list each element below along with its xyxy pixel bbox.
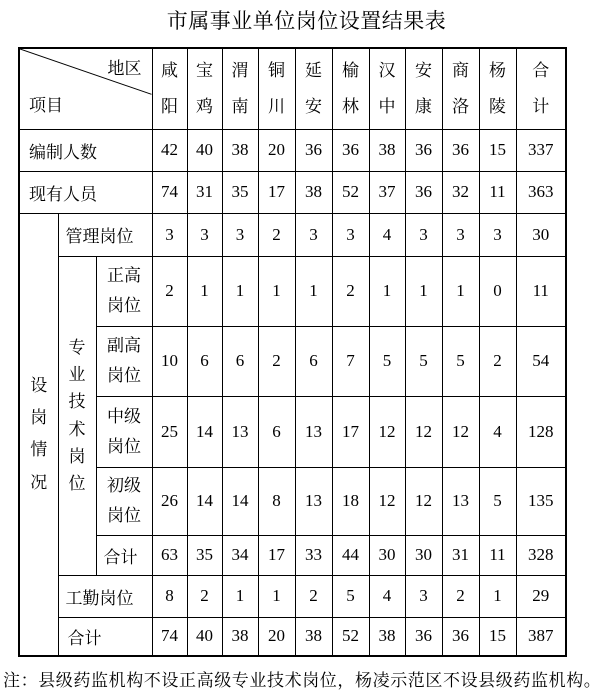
value-cell: 12 bbox=[405, 467, 442, 535]
row-label-text: 中级岗位 bbox=[106, 406, 141, 456]
column-header-label: 杨陵 bbox=[489, 61, 506, 116]
value-cell: 1 bbox=[479, 575, 516, 617]
value-cell: 38 bbox=[295, 171, 332, 213]
value-cell: 29 bbox=[516, 575, 566, 617]
row-label-professional-subtotal: 合计 bbox=[96, 535, 152, 575]
value-cell: 4 bbox=[369, 575, 405, 617]
value-cell: 36 bbox=[332, 129, 369, 171]
column-header-label: 延安 bbox=[305, 61, 322, 116]
row-label-authorized-staff: 编制人数 bbox=[19, 129, 152, 171]
value-cell: 5 bbox=[442, 326, 479, 396]
value-cell: 1 bbox=[187, 256, 222, 326]
value-cell: 25 bbox=[152, 396, 187, 467]
value-cell: 36 bbox=[295, 129, 332, 171]
value-cell: 11 bbox=[479, 535, 516, 575]
value-cell: 30 bbox=[369, 535, 405, 575]
value-cell: 337 bbox=[516, 129, 566, 171]
value-cell: 8 bbox=[258, 467, 295, 535]
value-cell: 13 bbox=[295, 467, 332, 535]
value-cell: 6 bbox=[295, 326, 332, 396]
value-cell: 1 bbox=[442, 256, 479, 326]
value-cell: 36 bbox=[442, 617, 479, 656]
value-cell: 44 bbox=[332, 535, 369, 575]
value-cell: 12 bbox=[369, 396, 405, 467]
column-header-total bbox=[516, 48, 566, 129]
value-cell: 11 bbox=[479, 171, 516, 213]
value-cell: 17 bbox=[332, 396, 369, 467]
value-cell: 2 bbox=[442, 575, 479, 617]
value-cell: 6 bbox=[258, 396, 295, 467]
column-header-label: 商洛 bbox=[452, 61, 469, 116]
value-cell: 38 bbox=[369, 129, 405, 171]
value-cell: 17 bbox=[258, 171, 295, 213]
value-cell: 1 bbox=[222, 256, 258, 326]
row-label-junior-posts bbox=[96, 467, 152, 535]
value-cell: 14 bbox=[187, 396, 222, 467]
column-header-label: 咸阳 bbox=[161, 61, 178, 116]
value-cell: 387 bbox=[516, 617, 566, 656]
column-header-xianyang bbox=[152, 48, 187, 129]
value-cell: 40 bbox=[187, 617, 222, 656]
value-cell: 3 bbox=[405, 575, 442, 617]
value-cell: 1 bbox=[295, 256, 332, 326]
column-header-label: 安康 bbox=[415, 61, 432, 116]
value-cell: 13 bbox=[295, 396, 332, 467]
corner-item-label: 项目 bbox=[29, 95, 63, 115]
row-label-senior-posts bbox=[96, 256, 152, 326]
value-cell: 30 bbox=[405, 535, 442, 575]
value-cell: 63 bbox=[152, 535, 187, 575]
value-cell: 3 bbox=[222, 213, 258, 256]
value-cell: 15 bbox=[479, 129, 516, 171]
column-header-baoji bbox=[187, 48, 222, 129]
value-cell: 42 bbox=[152, 129, 187, 171]
value-cell: 14 bbox=[222, 467, 258, 535]
value-cell: 1 bbox=[222, 575, 258, 617]
value-cell: 3 bbox=[187, 213, 222, 256]
group-label-post-setup bbox=[19, 213, 58, 656]
value-cell: 26 bbox=[152, 467, 187, 535]
value-cell: 40 bbox=[187, 129, 222, 171]
value-cell: 3 bbox=[479, 213, 516, 256]
value-cell: 35 bbox=[222, 171, 258, 213]
value-cell: 12 bbox=[405, 396, 442, 467]
value-cell: 15 bbox=[479, 617, 516, 656]
value-cell: 20 bbox=[258, 617, 295, 656]
column-header-label: 渭南 bbox=[231, 61, 249, 116]
value-cell: 7 bbox=[332, 326, 369, 396]
value-cell: 2 bbox=[152, 256, 187, 326]
row-label-total: 合计 bbox=[58, 617, 152, 656]
value-cell: 38 bbox=[222, 617, 258, 656]
value-cell: 4 bbox=[479, 396, 516, 467]
row-label-intermediate-posts bbox=[96, 396, 152, 467]
value-cell: 14 bbox=[187, 467, 222, 535]
value-cell: 1 bbox=[369, 256, 405, 326]
value-cell: 12 bbox=[442, 396, 479, 467]
value-cell: 1 bbox=[258, 575, 295, 617]
value-cell: 13 bbox=[222, 396, 258, 467]
value-cell: 33 bbox=[295, 535, 332, 575]
value-cell: 3 bbox=[152, 213, 187, 256]
row-label-deputy-senior-posts bbox=[96, 326, 152, 396]
value-cell: 10 bbox=[152, 326, 187, 396]
value-cell: 36 bbox=[405, 171, 442, 213]
value-cell: 30 bbox=[516, 213, 566, 256]
value-cell: 2 bbox=[187, 575, 222, 617]
value-cell: 38 bbox=[295, 617, 332, 656]
value-cell: 5 bbox=[369, 326, 405, 396]
value-cell: 4 bbox=[369, 213, 405, 256]
value-cell: 1 bbox=[405, 256, 442, 326]
row-label-current-staff: 现有人员 bbox=[19, 171, 152, 213]
column-header-label: 铜川 bbox=[268, 61, 285, 116]
group-label-text: 设岗情况 bbox=[30, 375, 48, 492]
value-cell: 2 bbox=[479, 326, 516, 396]
value-cell: 2 bbox=[295, 575, 332, 617]
value-cell: 20 bbox=[258, 129, 295, 171]
value-cell: 363 bbox=[516, 171, 566, 213]
value-cell: 74 bbox=[152, 617, 187, 656]
value-cell: 8 bbox=[152, 575, 187, 617]
value-cell: 2 bbox=[332, 256, 369, 326]
value-cell: 52 bbox=[332, 171, 369, 213]
value-cell: 11 bbox=[516, 256, 566, 326]
value-cell: 38 bbox=[369, 617, 405, 656]
value-cell: 328 bbox=[516, 535, 566, 575]
column-header-yulin bbox=[332, 48, 369, 129]
value-cell: 36 bbox=[442, 129, 479, 171]
row-label-text: 初级岗位 bbox=[106, 476, 141, 525]
value-cell: 35 bbox=[187, 535, 222, 575]
value-cell: 128 bbox=[516, 396, 566, 467]
value-cell: 36 bbox=[405, 129, 442, 171]
column-header-tongchuan bbox=[258, 48, 295, 129]
value-cell: 6 bbox=[222, 326, 258, 396]
value-cell: 1 bbox=[258, 256, 295, 326]
value-cell: 6 bbox=[187, 326, 222, 396]
column-header-label: 宝鸡 bbox=[196, 61, 213, 116]
value-cell: 38 bbox=[222, 129, 258, 171]
value-cell: 31 bbox=[442, 535, 479, 575]
value-cell: 52 bbox=[332, 617, 369, 656]
value-cell: 37 bbox=[369, 171, 405, 213]
column-header-hanzhong bbox=[369, 48, 405, 129]
column-header-label: 榆林 bbox=[342, 61, 359, 116]
column-header-yangling bbox=[479, 48, 516, 129]
group-label-text: 专业技术岗位 bbox=[68, 337, 86, 493]
results-table bbox=[18, 47, 567, 657]
column-header-label: 汉中 bbox=[378, 61, 396, 116]
footnote: 注：县级药监机构不设正高级专业技术岗位，杨凌示范区不设县级药监机构。 bbox=[3, 671, 602, 690]
corner-region-label: 地区 bbox=[107, 59, 142, 78]
value-cell: 36 bbox=[405, 617, 442, 656]
table-title: 市属事业单位岗位设置结果表 bbox=[166, 9, 447, 33]
value-cell: 3 bbox=[405, 213, 442, 256]
value-cell: 5 bbox=[405, 326, 442, 396]
group-label-professional-technical bbox=[58, 256, 96, 575]
column-header-label: 合计 bbox=[532, 61, 550, 116]
column-header-yanan bbox=[295, 48, 332, 129]
value-cell: 2 bbox=[258, 326, 295, 396]
value-cell: 54 bbox=[516, 326, 566, 396]
value-cell: 2 bbox=[258, 213, 295, 256]
value-cell: 3 bbox=[442, 213, 479, 256]
value-cell: 135 bbox=[516, 467, 566, 535]
value-cell: 5 bbox=[332, 575, 369, 617]
value-cell: 0 bbox=[479, 256, 516, 326]
row-label-logistics-posts: 工勤岗位 bbox=[58, 575, 152, 617]
row-label-text: 副高岗位 bbox=[106, 336, 141, 385]
column-header-weinan bbox=[222, 48, 258, 129]
value-cell: 18 bbox=[332, 467, 369, 535]
value-cell: 31 bbox=[187, 171, 222, 213]
value-cell: 34 bbox=[222, 535, 258, 575]
value-cell: 5 bbox=[479, 467, 516, 535]
value-cell: 3 bbox=[332, 213, 369, 256]
value-cell: 3 bbox=[295, 213, 332, 256]
column-header-shangluo bbox=[442, 48, 479, 129]
corner-header-cell bbox=[19, 48, 152, 129]
value-cell: 12 bbox=[369, 467, 405, 535]
value-cell: 17 bbox=[258, 535, 295, 575]
column-header-ankang bbox=[405, 48, 442, 129]
row-label-management-posts: 管理岗位 bbox=[58, 213, 152, 256]
value-cell: 32 bbox=[442, 171, 479, 213]
value-cell: 13 bbox=[442, 467, 479, 535]
row-label-text: 正高岗位 bbox=[106, 266, 141, 315]
value-cell: 74 bbox=[152, 171, 187, 213]
